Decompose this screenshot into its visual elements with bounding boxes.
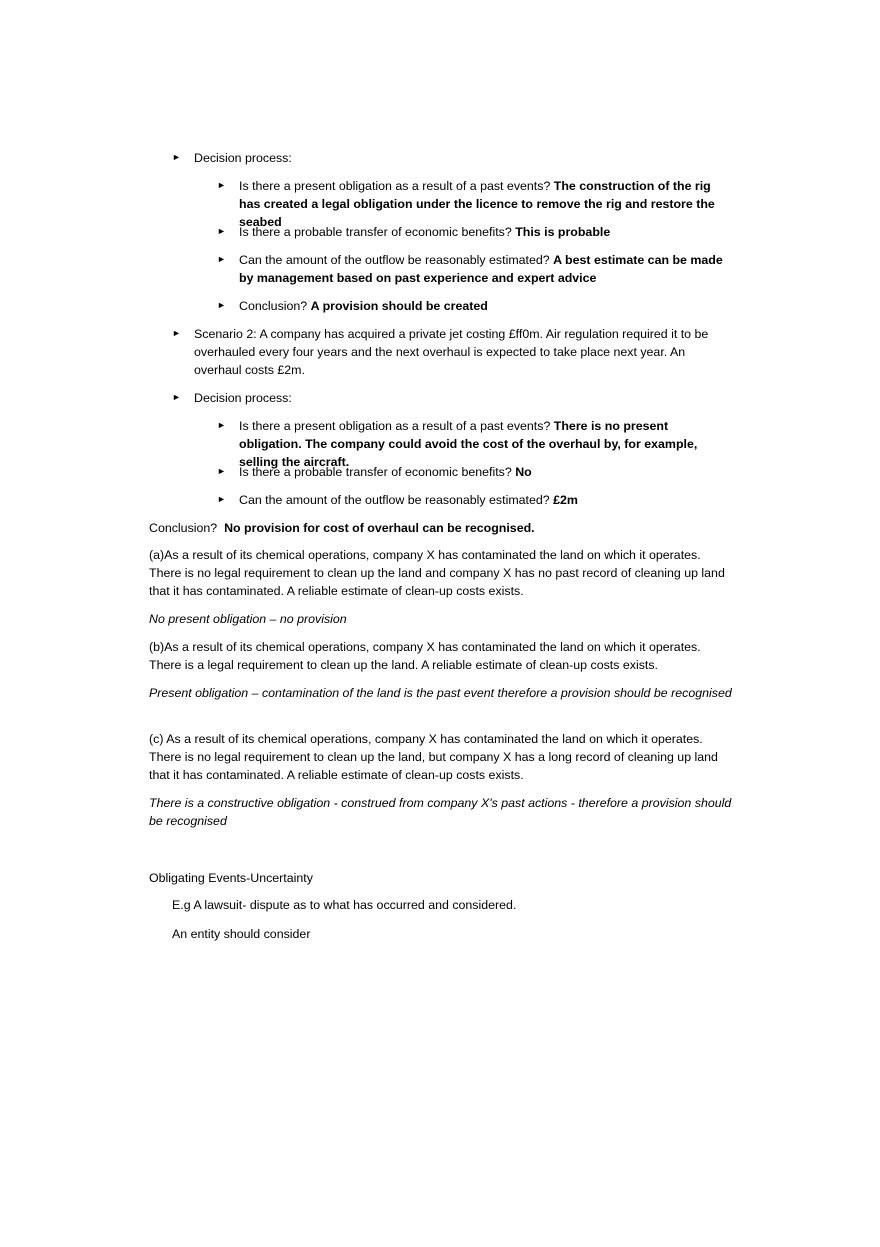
case-b-text: (b)As a result of its chemical operations, company X has contaminated the land on which it operates. There is a legal requirement to clean up the land. A reliable estimate of clean-up costs exists.	[149, 640, 701, 672]
bullet-icon: ►	[217, 254, 226, 264]
bullet-icon: ►	[217, 466, 226, 476]
scenario-2-text: Scenario 2: A company has acquired a private jet costing £ff0m. Air regulation required it to be overhauled every four years and the next overhaul is expected to take place next year. An overhaul costs £2m.	[194, 327, 709, 377]
question-reliable-estimate: Can the amount of the outflow be reasonably estimated? A best estimate can be made by management based on past experience and expert advice	[239, 253, 723, 285]
case-a-answer: No present obligation – no provision	[149, 612, 347, 626]
bullet-icon: ►	[172, 392, 181, 402]
case-b-answer: Present obligation – contamination of the land is the past event therefore a provision should be recognised	[149, 686, 732, 700]
bullet-icon: ►	[217, 226, 226, 236]
question-probable-transfer: Is there a probable transfer of economic benefits? No	[239, 465, 532, 479]
question-present-obligation: Is there a present obligation as a result of a past events? The construction of the rig has created a legal obligation under the licence to remove the rig and restore the seabed	[239, 179, 715, 229]
section-heading: Obligating Events-Uncertainty	[149, 871, 313, 885]
bullet-icon: ►	[172, 152, 181, 162]
bullet-icon: ►	[217, 494, 226, 504]
bullet-icon: ►	[217, 420, 226, 430]
case-a-text: (a)As a result of its chemical operations, company X has contaminated the land on which it operates. There is no legal requirement to clean up the land and company X has no past record of cleaning up land that it has contaminated. A reliable estimate of clean-up costs exists.	[149, 548, 725, 598]
bullet-icon: ►	[217, 180, 226, 190]
question-present-obligation: Is there a present obligation as a result of a past events? There is no present obligation. The company could avoid the cost of the overhaul by, for example, selling the aircraft.	[239, 419, 698, 469]
decision-process-label: Decision process:	[194, 151, 292, 165]
bullet-icon: ►	[217, 300, 226, 310]
case-c-text: (c) As a result of its chemical operations, company X has contaminated the land on which it operates. There is no legal requirement to clean up the land, but company X has a long record of cleaning up land that it has contaminated. A reliable estimate of clean-up costs exists.	[149, 732, 718, 782]
consider-line: An entity should consider	[172, 927, 311, 941]
question-probable-transfer: Is there a probable transfer of economic benefits? This is probable	[239, 225, 611, 239]
case-c-answer: There is a constructive obligation - construed from company X's past actions - therefore a provision should be recognised	[149, 796, 732, 828]
decision-process-label: Decision process:	[194, 391, 292, 405]
conclusion-scenario-1: Conclusion? A provision should be created	[239, 299, 488, 313]
question-reliable-estimate: Can the amount of the outflow be reasonably estimated? £2m	[239, 493, 578, 507]
example-line: E.g A lawsuit- dispute as to what has occurred and considered.	[172, 898, 517, 912]
bullet-icon: ►	[172, 328, 181, 338]
conclusion-scenario-2: Conclusion? No provision for cost of overhaul can be recognised.	[149, 521, 535, 535]
